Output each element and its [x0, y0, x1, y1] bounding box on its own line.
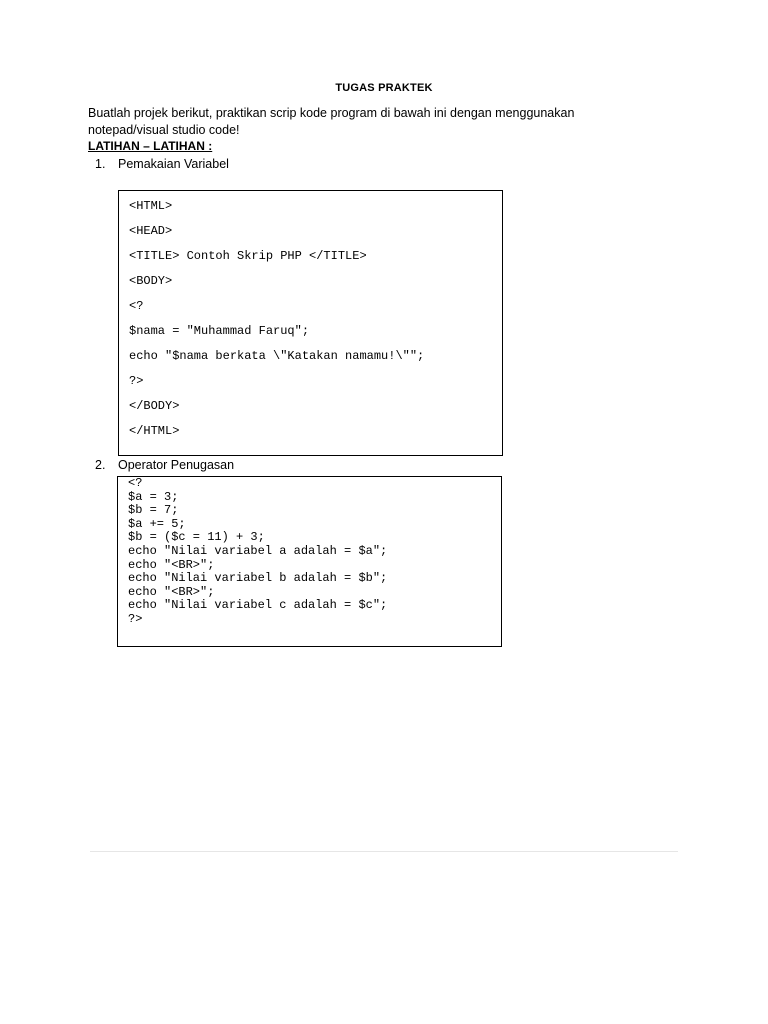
section-heading: LATIHAN – LATIHAN :	[88, 139, 213, 153]
list-item-number: 1.	[95, 157, 106, 171]
intro-paragraph: Buatlah projek berikut, praktikan scrip kode program di bawah ini dengan menggunakan notepad/visual studio code!	[88, 106, 575, 137]
code-line: echo "<BR>";	[128, 584, 215, 599]
code-line: ?>	[129, 374, 144, 388]
code-line: echo "$nama berkata \"Katakan namamu!\"";	[129, 349, 425, 363]
code-line: echo "Nilai variabel a adalah = $a";	[128, 543, 388, 558]
code-line: <BODY>	[129, 274, 173, 288]
list-item-label: Pemakaian Variabel	[118, 157, 229, 171]
code-line: echo "<BR>";	[128, 557, 215, 572]
code-line: </HTML>	[129, 424, 180, 438]
code-line: <HTML>	[129, 199, 173, 213]
code-line: $b = ($c = 11) + 3;	[128, 530, 265, 545]
document-title: TUGAS PRAKTEK	[335, 82, 433, 94]
page-divider	[90, 851, 678, 852]
list-item-2	[95, 457, 234, 473]
code-line: $b = 7;	[128, 503, 179, 518]
code-line: <HEAD>	[129, 224, 173, 238]
list-item-1	[95, 156, 229, 172]
code-line: ?>	[128, 611, 143, 626]
code-line: $a = 3;	[128, 489, 179, 504]
code-line: echo "Nilai variabel b adalah = $b";	[128, 571, 388, 586]
list-item-label: Operator Penugasan	[118, 458, 235, 472]
code-line: $a += 5;	[128, 516, 186, 531]
code-line: echo "Nilai variabel c adalah = $c";	[128, 598, 388, 613]
code-line: <TITLE> Contoh Skrip PHP </TITLE>	[129, 249, 367, 263]
code-line: $nama = "Muhammad Faruq";	[129, 324, 310, 338]
code-line: </BODY>	[129, 399, 180, 413]
code-block-operator	[117, 476, 502, 647]
code-line: <?	[129, 299, 144, 313]
code-block-variabel	[118, 190, 503, 456]
list-item-number: 2.	[95, 458, 106, 472]
code-line: <?	[128, 476, 143, 490]
